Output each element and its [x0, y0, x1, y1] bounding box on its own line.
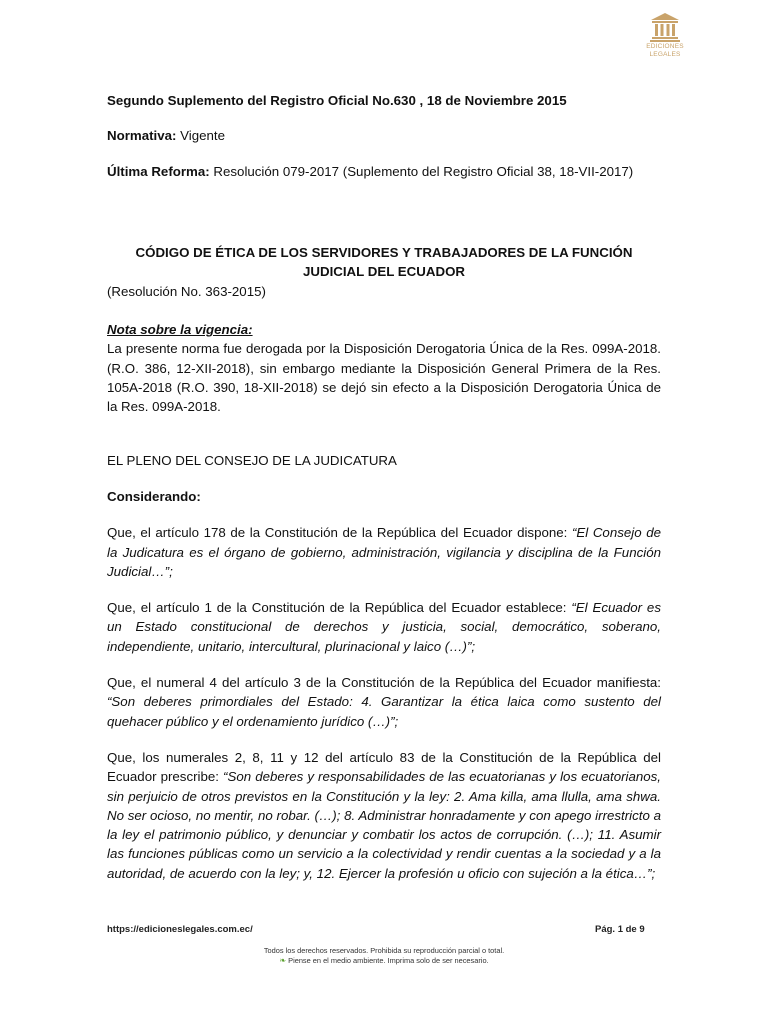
paragraph-quote: “Son deberes primordiales del Estado: 4. Garantizar la ética laica como sustento del quehacer público y el ordenamiento jurídico (…)”;: [107, 694, 661, 729]
logo-text-legales: LEGALES: [649, 51, 681, 58]
normativa-value: Vigente: [176, 128, 226, 144]
supplement-line: Segundo Suplemento del Registro Oficial No.630 , 18 de Noviembre 2015: [107, 93, 567, 108]
paragraph-quote: “El Consejo de la Judicatura es el órgano de gobierno, administración, vigilancia y disciplina de la Función Judicial…”;: [107, 525, 662, 579]
paragraph-lead: Que, el artículo 178 de la Constitución de la República del Ecuador dispone:: [107, 525, 572, 541]
paragraph-quote: “Son deberes y responsabilidades de las ecuatorianas y los ecuatorianos, sin perjuicio de otros previstos en la Constitución y la ley: 2. Ama killa, ama llulla, ama shwa. No ser ocioso, no mentir, no robar. (…); 8. Administrar honradamente y con apego irrestricto a la ley el patrimonio público, y denunciar y combatir los actos de corrupción. (…); 11. Asumir las funciones públicas como un servicio a la colectividad y rendir cuentas a la sociedad y a la autoridad, de acuerdo con la ley; y, 12. Ejercer la profesión u oficio con sujeción a la ética…”;: [107, 769, 661, 881]
ediciones-legales-logo: [640, 12, 690, 58]
considerando-paragraph: [107, 673, 661, 731]
paragraph-quote: “El Ecuador es un Estado constitucional de derechos y justicia, social, democrático, soberano, independiente, unitario, intercultural, plurinacional y laico (…)”;: [107, 600, 661, 654]
normativa-label: Normativa:: [107, 128, 177, 144]
note-title: Nota sobre la vigencia:: [107, 322, 253, 338]
document-title: CÓDIGO DE ÉTICA DE LOS SERVIDORES Y TRABAJADORES DE LA FUNCIÓN JUDICIAL DEL ECUADOR: [135, 244, 633, 280]
considerando-paragraph: [107, 523, 661, 581]
pleno-heading: EL PLENO DEL CONSEJO DE LA JUDICATURA: [107, 452, 397, 468]
page-number: Pág. 1 de 9: [595, 924, 645, 935]
footer-notice: [200, 946, 568, 966]
paragraph-lead: Que, el numeral 4 del artículo 3 de la Constitución de la República del Ecuador manifiesta:: [107, 675, 661, 691]
temple-icon: [650, 12, 680, 42]
paragraph-lead: Que, los numerales 2, 8, 11 y 12 del artículo 83 de la Constitución de la República del Ecuador prescribe:: [107, 749, 661, 785]
leaf-icon: ❧: [279, 956, 287, 965]
reforma-label: Última Reforma:: [107, 163, 210, 179]
considerando-paragraph: [107, 748, 661, 883]
environment-text: Piense en el medio ambiente. Imprima solo de ser necesario.: [288, 956, 489, 965]
paragraph-lead: Que, el artículo 1 de la Constitución de la República del Ecuador establece:: [107, 600, 572, 616]
reforma-value: Resolución 079-2017 (Suplemento del Registro Oficial 38, 18-VII-2017): [209, 163, 634, 179]
considerando-heading: Considerando:: [107, 488, 201, 504]
resolution-number: (Resolución No. 363-2015): [107, 283, 266, 299]
normativa-line: [107, 126, 661, 145]
logo-text-ediciones: EDICIONES: [646, 43, 684, 50]
note-text: La presente norma fue derogada por la Disposición Derogatoria Única de la Res. 099A-2018. (R.O. 386, 12-XII-2018), sin embargo mediante la Disposición General Primera de la Res. 105A-2018 (R.O. 390, 18-XII-2018) se dejó sin efecto a la Disposición Derogatoria Única de la Res. 099A-2018.: [107, 341, 661, 415]
document-body: [107, 91, 661, 883]
considerando-paragraph: [107, 598, 661, 656]
rights-notice: Todos los derechos reservados. Prohibida su reproducción parcial o total.: [263, 946, 505, 955]
environment-notice: [200, 956, 568, 966]
reforma-line: [107, 162, 661, 181]
footer-website-link[interactable]: https://edicioneslegales.com.ec/: [107, 924, 253, 935]
